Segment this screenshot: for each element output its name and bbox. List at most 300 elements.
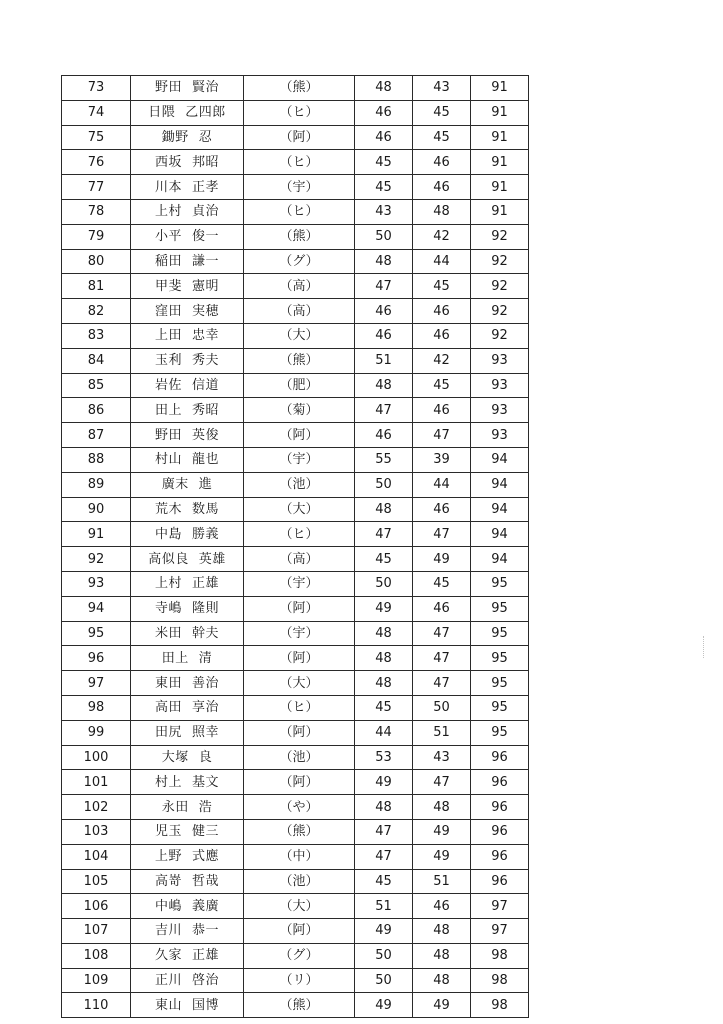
given-name: 邦昭 — [192, 154, 220, 170]
given-name: 忠幸 — [192, 328, 220, 344]
rank-cell: 76 — [62, 150, 131, 175]
table-row — [62, 571, 529, 596]
family-name: 東田 — [154, 675, 182, 691]
club-cell: （熊） — [244, 348, 355, 373]
score-first-cell: 48 — [355, 373, 413, 398]
given-name: 賢治 — [192, 80, 220, 96]
club-cell: （熊） — [244, 819, 355, 844]
rank-cell: 73 — [62, 76, 131, 101]
table-row — [62, 943, 529, 968]
score-first-cell: 45 — [355, 695, 413, 720]
club-cell: （阿） — [244, 423, 355, 448]
family-name: 上野 — [154, 849, 182, 865]
name-cell — [131, 274, 244, 299]
club-cell: （リ） — [244, 968, 355, 993]
family-name: 玉利 — [154, 353, 182, 369]
rank-cell: 86 — [62, 398, 131, 423]
rank-cell: 88 — [62, 447, 131, 472]
given-name: 進 — [198, 477, 213, 493]
given-name: 照幸 — [192, 725, 220, 741]
table-row — [62, 348, 529, 373]
family-name: 野田 — [154, 427, 182, 443]
name-cell — [131, 76, 244, 101]
results-table-body — [62, 76, 529, 1018]
total-cell: 96 — [471, 745, 529, 770]
rank-cell: 83 — [62, 323, 131, 348]
given-name: 英雄 — [198, 551, 226, 567]
family-name: 児玉 — [154, 824, 182, 840]
score-first-cell: 47 — [355, 844, 413, 869]
table-row — [62, 993, 529, 1018]
given-name: 龍也 — [192, 452, 220, 468]
score-second-cell: 46 — [413, 398, 471, 423]
family-name: 上村 — [154, 576, 182, 592]
table-row — [62, 720, 529, 745]
score-second-cell: 49 — [413, 819, 471, 844]
club-cell: （宇） — [244, 571, 355, 596]
name-cell — [131, 596, 244, 621]
club-cell: （グ） — [244, 249, 355, 274]
score-first-cell: 48 — [355, 621, 413, 646]
table-row — [62, 274, 529, 299]
total-cell: 93 — [471, 423, 529, 448]
given-name: 啓治 — [192, 973, 220, 989]
table-row — [62, 472, 529, 497]
total-cell: 91 — [471, 175, 529, 200]
club-cell: （大） — [244, 671, 355, 696]
score-first-cell: 51 — [355, 894, 413, 919]
given-name: 健三 — [192, 824, 220, 840]
club-cell: （グ） — [244, 943, 355, 968]
rank-cell: 110 — [62, 993, 131, 1018]
club-cell: （ヒ） — [244, 522, 355, 547]
given-name: 実穂 — [192, 303, 220, 319]
score-first-cell: 50 — [355, 224, 413, 249]
name-cell — [131, 943, 244, 968]
name-cell — [131, 547, 244, 572]
given-name: 式應 — [192, 849, 220, 865]
score-first-cell: 49 — [355, 919, 413, 944]
total-cell: 95 — [471, 646, 529, 671]
club-cell: （大） — [244, 894, 355, 919]
name-cell — [131, 373, 244, 398]
club-cell: （ヒ） — [244, 199, 355, 224]
total-cell: 96 — [471, 795, 529, 820]
club-cell: （ヒ） — [244, 100, 355, 125]
score-first-cell: 50 — [355, 472, 413, 497]
score-second-cell: 48 — [413, 199, 471, 224]
family-name: 田上 — [161, 650, 189, 666]
rank-cell: 100 — [62, 745, 131, 770]
rank-cell: 92 — [62, 547, 131, 572]
score-first-cell: 43 — [355, 199, 413, 224]
club-cell: （菊） — [244, 398, 355, 423]
table-row — [62, 199, 529, 224]
score-first-cell: 46 — [355, 423, 413, 448]
score-second-cell: 46 — [413, 150, 471, 175]
rank-cell: 98 — [62, 695, 131, 720]
total-cell: 98 — [471, 943, 529, 968]
total-cell: 95 — [471, 571, 529, 596]
score-first-cell: 46 — [355, 299, 413, 324]
table-row — [62, 447, 529, 472]
score-second-cell: 48 — [413, 943, 471, 968]
family-name: 岩佐 — [154, 377, 182, 393]
total-cell: 94 — [471, 522, 529, 547]
total-cell: 91 — [471, 100, 529, 125]
family-name: 上田 — [154, 328, 182, 344]
club-cell: （熊） — [244, 76, 355, 101]
family-name: 米田 — [154, 625, 182, 641]
given-name: 正孝 — [192, 179, 220, 195]
table-row — [62, 671, 529, 696]
total-cell: 94 — [471, 497, 529, 522]
name-cell — [131, 125, 244, 150]
club-cell: （阿） — [244, 596, 355, 621]
score-second-cell: 47 — [413, 671, 471, 696]
rank-cell: 106 — [62, 894, 131, 919]
family-name: 荒木 — [154, 501, 182, 517]
rank-cell: 87 — [62, 423, 131, 448]
rank-cell: 94 — [62, 596, 131, 621]
rank-cell: 78 — [62, 199, 131, 224]
table-row — [62, 695, 529, 720]
score-second-cell: 44 — [413, 249, 471, 274]
family-name: 吉川 — [154, 923, 182, 939]
given-name: 国博 — [192, 997, 220, 1013]
given-name: 恭一 — [192, 923, 220, 939]
table-row — [62, 596, 529, 621]
table-row — [62, 621, 529, 646]
total-cell: 97 — [471, 894, 529, 919]
score-first-cell: 50 — [355, 571, 413, 596]
score-first-cell: 47 — [355, 819, 413, 844]
rank-cell: 107 — [62, 919, 131, 944]
family-name: 川本 — [154, 179, 182, 195]
table-row — [62, 224, 529, 249]
club-cell: （高） — [244, 274, 355, 299]
name-cell — [131, 472, 244, 497]
given-name: 俊一 — [192, 229, 220, 245]
club-cell: （池） — [244, 745, 355, 770]
name-cell — [131, 819, 244, 844]
name-cell — [131, 795, 244, 820]
given-name: 謙一 — [192, 253, 220, 269]
table-row — [62, 968, 529, 993]
rank-cell: 104 — [62, 844, 131, 869]
score-second-cell: 49 — [413, 547, 471, 572]
given-name: 幹夫 — [192, 625, 220, 641]
family-name: 田尻 — [154, 725, 182, 741]
name-cell — [131, 522, 244, 547]
score-first-cell: 48 — [355, 671, 413, 696]
total-cell: 92 — [471, 274, 529, 299]
rank-cell: 109 — [62, 968, 131, 993]
score-second-cell: 51 — [413, 869, 471, 894]
family-name: 大塚 — [161, 749, 189, 765]
score-first-cell: 48 — [355, 795, 413, 820]
given-name: 憲明 — [192, 278, 220, 294]
name-cell — [131, 745, 244, 770]
score-second-cell: 45 — [413, 571, 471, 596]
club-cell: （中） — [244, 844, 355, 869]
score-second-cell: 48 — [413, 919, 471, 944]
name-cell — [131, 497, 244, 522]
table-row — [62, 745, 529, 770]
score-second-cell: 46 — [413, 894, 471, 919]
score-first-cell: 48 — [355, 646, 413, 671]
name-cell — [131, 671, 244, 696]
total-cell: 92 — [471, 224, 529, 249]
given-name: 義廣 — [192, 898, 220, 914]
name-cell — [131, 621, 244, 646]
table-row — [62, 373, 529, 398]
name-cell — [131, 571, 244, 596]
total-cell: 96 — [471, 770, 529, 795]
family-name: 野田 — [154, 80, 182, 96]
score-second-cell: 45 — [413, 274, 471, 299]
score-first-cell: 46 — [355, 100, 413, 125]
name-cell — [131, 993, 244, 1018]
name-cell — [131, 770, 244, 795]
score-first-cell: 45 — [355, 547, 413, 572]
given-name: 忍 — [198, 129, 213, 145]
score-first-cell: 45 — [355, 175, 413, 200]
rank-cell: 101 — [62, 770, 131, 795]
rank-cell: 75 — [62, 125, 131, 150]
rank-cell: 80 — [62, 249, 131, 274]
score-second-cell: 46 — [413, 175, 471, 200]
name-cell — [131, 720, 244, 745]
rank-cell: 77 — [62, 175, 131, 200]
name-cell — [131, 175, 244, 200]
score-second-cell: 50 — [413, 695, 471, 720]
family-name: 廣末 — [161, 477, 189, 493]
table-row — [62, 770, 529, 795]
total-cell: 94 — [471, 472, 529, 497]
club-cell: （宇） — [244, 175, 355, 200]
score-second-cell: 47 — [413, 770, 471, 795]
score-first-cell: 50 — [355, 943, 413, 968]
family-name: 久家 — [154, 948, 182, 964]
rank-cell: 93 — [62, 571, 131, 596]
total-cell: 95 — [471, 621, 529, 646]
given-name: 勝義 — [192, 526, 220, 542]
score-second-cell: 51 — [413, 720, 471, 745]
score-second-cell: 46 — [413, 596, 471, 621]
score-first-cell: 55 — [355, 447, 413, 472]
club-cell: （高） — [244, 547, 355, 572]
rank-cell: 79 — [62, 224, 131, 249]
table-row — [62, 844, 529, 869]
total-cell: 95 — [471, 695, 529, 720]
total-cell: 95 — [471, 596, 529, 621]
score-first-cell: 47 — [355, 274, 413, 299]
name-cell — [131, 423, 244, 448]
name-cell — [131, 695, 244, 720]
club-cell: （池） — [244, 472, 355, 497]
given-name: 善治 — [192, 675, 220, 691]
table-row — [62, 869, 529, 894]
club-cell: （阿） — [244, 770, 355, 795]
family-name: 窪田 — [154, 303, 182, 319]
given-name: 数馬 — [192, 501, 220, 517]
given-name: 基文 — [192, 774, 220, 790]
table-row — [62, 547, 529, 572]
given-name: 乙四郎 — [185, 105, 226, 121]
table-row — [62, 919, 529, 944]
name-cell — [131, 646, 244, 671]
table-row — [62, 398, 529, 423]
table-row — [62, 100, 529, 125]
table-row — [62, 175, 529, 200]
rank-cell: 95 — [62, 621, 131, 646]
total-cell: 92 — [471, 299, 529, 324]
table-row — [62, 125, 529, 150]
score-second-cell: 39 — [413, 447, 471, 472]
score-second-cell: 49 — [413, 993, 471, 1018]
club-cell: （阿） — [244, 646, 355, 671]
club-cell: （大） — [244, 323, 355, 348]
rank-cell: 108 — [62, 943, 131, 968]
given-name: 哲哉 — [192, 873, 220, 889]
rank-cell: 96 — [62, 646, 131, 671]
table-row — [62, 522, 529, 547]
family-name: 西坂 — [154, 154, 182, 170]
name-cell — [131, 323, 244, 348]
family-name: 稲田 — [154, 253, 182, 269]
rank-cell: 89 — [62, 472, 131, 497]
score-second-cell: 43 — [413, 745, 471, 770]
family-name: 東山 — [154, 997, 182, 1013]
score-first-cell: 46 — [355, 323, 413, 348]
total-cell: 95 — [471, 671, 529, 696]
score-first-cell: 46 — [355, 125, 413, 150]
family-name: 永田 — [161, 799, 189, 815]
name-cell — [131, 150, 244, 175]
club-cell: （熊） — [244, 224, 355, 249]
family-name: 日隈 — [148, 105, 176, 121]
score-first-cell: 44 — [355, 720, 413, 745]
club-cell: （阿） — [244, 125, 355, 150]
score-second-cell: 42 — [413, 224, 471, 249]
rank-cell: 91 — [62, 522, 131, 547]
table-row — [62, 819, 529, 844]
score-first-cell: 48 — [355, 497, 413, 522]
table-row — [62, 76, 529, 101]
score-first-cell: 50 — [355, 968, 413, 993]
score-second-cell: 45 — [413, 100, 471, 125]
name-cell — [131, 894, 244, 919]
family-name: 甲斐 — [154, 278, 182, 294]
total-cell: 93 — [471, 398, 529, 423]
score-second-cell: 44 — [413, 472, 471, 497]
rank-cell: 81 — [62, 274, 131, 299]
table-row — [62, 150, 529, 175]
rank-cell: 99 — [62, 720, 131, 745]
score-first-cell: 53 — [355, 745, 413, 770]
score-first-cell: 48 — [355, 249, 413, 274]
club-cell: （ヒ） — [244, 150, 355, 175]
given-name: 浩 — [198, 799, 213, 815]
given-name: 英俊 — [192, 427, 220, 443]
table-row — [62, 323, 529, 348]
total-cell: 92 — [471, 249, 529, 274]
total-cell: 93 — [471, 373, 529, 398]
score-second-cell: 47 — [413, 423, 471, 448]
total-cell: 97 — [471, 919, 529, 944]
score-first-cell: 49 — [355, 993, 413, 1018]
name-cell — [131, 919, 244, 944]
results-table — [61, 75, 529, 1018]
club-cell: （阿） — [244, 720, 355, 745]
club-cell: （熊） — [244, 993, 355, 1018]
score-first-cell: 48 — [355, 76, 413, 101]
score-second-cell: 49 — [413, 844, 471, 869]
given-name: 隆則 — [192, 601, 220, 617]
given-name: 正雄 — [192, 576, 220, 592]
score-second-cell: 47 — [413, 522, 471, 547]
family-name: 小平 — [154, 229, 182, 245]
club-cell: （池） — [244, 869, 355, 894]
given-name: 良 — [198, 749, 213, 765]
total-cell: 96 — [471, 844, 529, 869]
name-cell — [131, 447, 244, 472]
club-cell: （高） — [244, 299, 355, 324]
score-second-cell: 46 — [413, 323, 471, 348]
table-row — [62, 423, 529, 448]
family-name: 高田 — [154, 700, 182, 716]
score-second-cell: 48 — [413, 795, 471, 820]
score-second-cell: 45 — [413, 373, 471, 398]
club-cell: （大） — [244, 497, 355, 522]
given-name: 貞治 — [192, 204, 220, 220]
name-cell — [131, 844, 244, 869]
club-cell: （宇） — [244, 621, 355, 646]
score-first-cell: 45 — [355, 869, 413, 894]
score-second-cell: 47 — [413, 621, 471, 646]
club-cell: （や） — [244, 795, 355, 820]
total-cell: 98 — [471, 993, 529, 1018]
name-cell — [131, 968, 244, 993]
total-cell: 96 — [471, 819, 529, 844]
table-row — [62, 497, 529, 522]
given-name: 正雄 — [192, 948, 220, 964]
table-row — [62, 646, 529, 671]
rank-cell: 90 — [62, 497, 131, 522]
total-cell: 94 — [471, 447, 529, 472]
total-cell: 98 — [471, 968, 529, 993]
score-first-cell: 47 — [355, 522, 413, 547]
family-name: 鋤野 — [161, 129, 189, 145]
score-second-cell: 47 — [413, 646, 471, 671]
family-name: 高似良 — [148, 551, 189, 567]
score-first-cell: 49 — [355, 770, 413, 795]
table-row — [62, 249, 529, 274]
total-cell: 92 — [471, 323, 529, 348]
family-name: 村上 — [154, 774, 182, 790]
given-name: 秀昭 — [192, 402, 220, 418]
margin-mark — [703, 636, 710, 658]
score-first-cell: 51 — [355, 348, 413, 373]
total-cell: 91 — [471, 199, 529, 224]
family-name: 中嶋 — [154, 898, 182, 914]
score-second-cell: 42 — [413, 348, 471, 373]
given-name: 清 — [198, 650, 213, 666]
given-name: 秀夫 — [192, 353, 220, 369]
family-name: 中島 — [154, 526, 182, 542]
rank-cell: 102 — [62, 795, 131, 820]
